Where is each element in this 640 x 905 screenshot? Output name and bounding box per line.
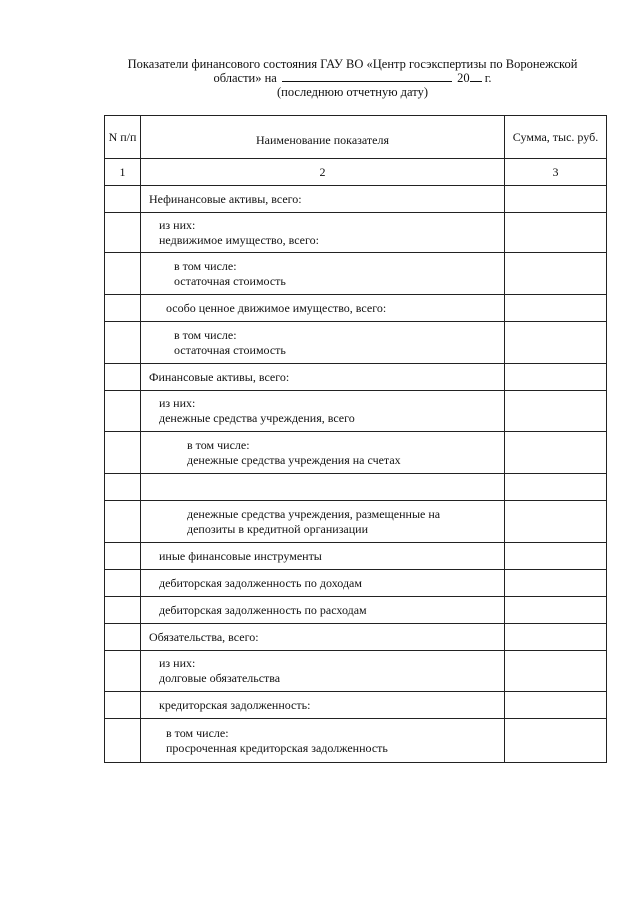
title-line-2 <box>100 71 605 85</box>
indicator-line: из них: <box>159 217 196 232</box>
indicator-line: в том числе: <box>174 258 237 273</box>
row-number-cell <box>105 295 141 322</box>
header-indicator-name: Наименование показателя <box>141 116 505 159</box>
row-number-cell <box>105 391 141 432</box>
indicator-line: дебиторская задолженность по расходам <box>159 602 367 617</box>
financial-indicators-table <box>104 115 607 763</box>
sum-cell <box>505 364 607 391</box>
indicator-line: долговые обязательства <box>159 671 281 685</box>
table-row <box>105 474 607 501</box>
indicator-name-cell <box>141 253 505 295</box>
header-number: N п/п <box>105 116 141 159</box>
table-row <box>105 253 607 295</box>
table-row <box>105 597 607 624</box>
row-number-cell <box>105 432 141 474</box>
date-blank-field <box>282 71 452 82</box>
row-number-cell <box>105 253 141 295</box>
sum-cell <box>505 474 607 501</box>
indicator-line: особо ценное движимое имущество, всего: <box>166 300 387 315</box>
sum-cell <box>505 597 607 624</box>
row-number-cell <box>105 186 141 213</box>
table-row <box>105 651 607 692</box>
indicator-line: из них: <box>159 656 196 670</box>
indicator-name-cell <box>141 391 505 432</box>
indicator-line: в том числе: <box>187 437 250 452</box>
indicator-name-cell <box>141 543 505 570</box>
row-number-cell <box>105 543 141 570</box>
row-number-cell <box>105 213 141 253</box>
indicator-name-cell <box>141 186 505 213</box>
row-number-cell <box>105 501 141 543</box>
indicator-line: депозиты в кредитной организации <box>187 521 369 536</box>
table-row <box>105 570 607 597</box>
indicator-line: дебиторская задолженность по доходам <box>159 575 362 590</box>
indicator-name-cell <box>141 597 505 624</box>
table-row <box>105 322 607 364</box>
column-number-row <box>105 159 607 186</box>
title-year-suffix: г. <box>484 71 492 85</box>
indicator-name-cell <box>141 322 505 364</box>
table-row <box>105 391 607 432</box>
title-year-prefix: 20 <box>457 71 470 85</box>
sum-cell <box>505 570 607 597</box>
row-number-cell <box>105 474 141 501</box>
header-row <box>105 116 607 159</box>
row-number-cell <box>105 322 141 364</box>
indicator-name-cell <box>141 364 505 391</box>
indicator-line: просроченная кредиторская задолженность <box>166 740 388 755</box>
indicator-name-cell <box>141 651 505 692</box>
indicator-line: недвижимое имущество, всего: <box>159 232 319 247</box>
sum-cell <box>505 186 607 213</box>
document-title <box>100 57 605 99</box>
sum-cell <box>505 501 607 543</box>
indicator-name-cell <box>141 432 505 474</box>
header-sum: Сумма, тыс. руб. <box>505 116 607 159</box>
table-row <box>105 213 607 253</box>
sum-cell <box>505 253 607 295</box>
indicator-name-cell <box>141 295 505 322</box>
indicator-line: в том числе: <box>166 725 229 740</box>
indicator-line: денежные средства учреждения, размещенные на <box>187 506 441 521</box>
table-row <box>105 543 607 570</box>
indicator-line: Нефинансовые активы, всего: <box>149 191 302 206</box>
sum-cell <box>505 432 607 474</box>
row-number-cell <box>105 570 141 597</box>
table-row <box>105 692 607 719</box>
row-number-cell <box>105 624 141 651</box>
row-number-cell <box>105 692 141 719</box>
row-number-cell <box>105 364 141 391</box>
table-row <box>105 364 607 391</box>
indicator-line: в том числе: <box>174 327 237 342</box>
sum-cell <box>505 651 607 692</box>
sum-cell <box>505 322 607 364</box>
indicator-line: денежные средства учреждения на счетах <box>187 452 401 467</box>
indicator-line: Финансовые активы, всего: <box>149 369 290 384</box>
column-number-1: 1 <box>105 159 141 186</box>
title-line-1: Показатели финансового состояния ГАУ ВО «Центр госэкспертизы по Воронежской <box>127 57 578 71</box>
indicator-name-cell <box>141 692 505 719</box>
table-row <box>105 624 607 651</box>
indicator-line: Обязательства, всего: <box>149 629 259 644</box>
indicator-name-cell <box>141 624 505 651</box>
indicator-line: денежные средства учреждения, всего <box>159 411 355 425</box>
row-number-cell <box>105 719 141 763</box>
year-blank-field <box>470 71 482 82</box>
indicator-line: иные финансовые инструменты <box>159 548 322 563</box>
sum-cell <box>505 624 607 651</box>
indicator-line: остаточная стоимость <box>174 273 286 288</box>
indicator-name-cell <box>141 213 505 253</box>
sum-cell <box>505 295 607 322</box>
indicator-name-cell <box>141 719 505 763</box>
sum-cell <box>505 692 607 719</box>
title-line-3: (последнюю отчетную дату) <box>277 85 428 99</box>
sum-cell <box>505 719 607 763</box>
indicator-name-cell <box>141 474 505 501</box>
table-row <box>105 719 607 763</box>
table-row <box>105 186 607 213</box>
table-row <box>105 432 607 474</box>
indicator-line: остаточная стоимость <box>174 342 286 357</box>
table-row <box>105 295 607 322</box>
indicator-line: из них: <box>159 396 196 410</box>
row-number-cell <box>105 651 141 692</box>
sum-cell <box>505 213 607 253</box>
sum-cell <box>505 391 607 432</box>
indicator-name-cell <box>141 501 505 543</box>
column-number-2: 2 <box>141 159 505 186</box>
row-number-cell <box>105 597 141 624</box>
table-row <box>105 501 607 543</box>
title-date-prefix: области» на <box>213 71 277 85</box>
sum-cell <box>505 543 607 570</box>
indicator-line: кредиторская задолженность: <box>159 697 311 712</box>
column-number-3: 3 <box>505 159 607 186</box>
indicator-name-cell <box>141 570 505 597</box>
